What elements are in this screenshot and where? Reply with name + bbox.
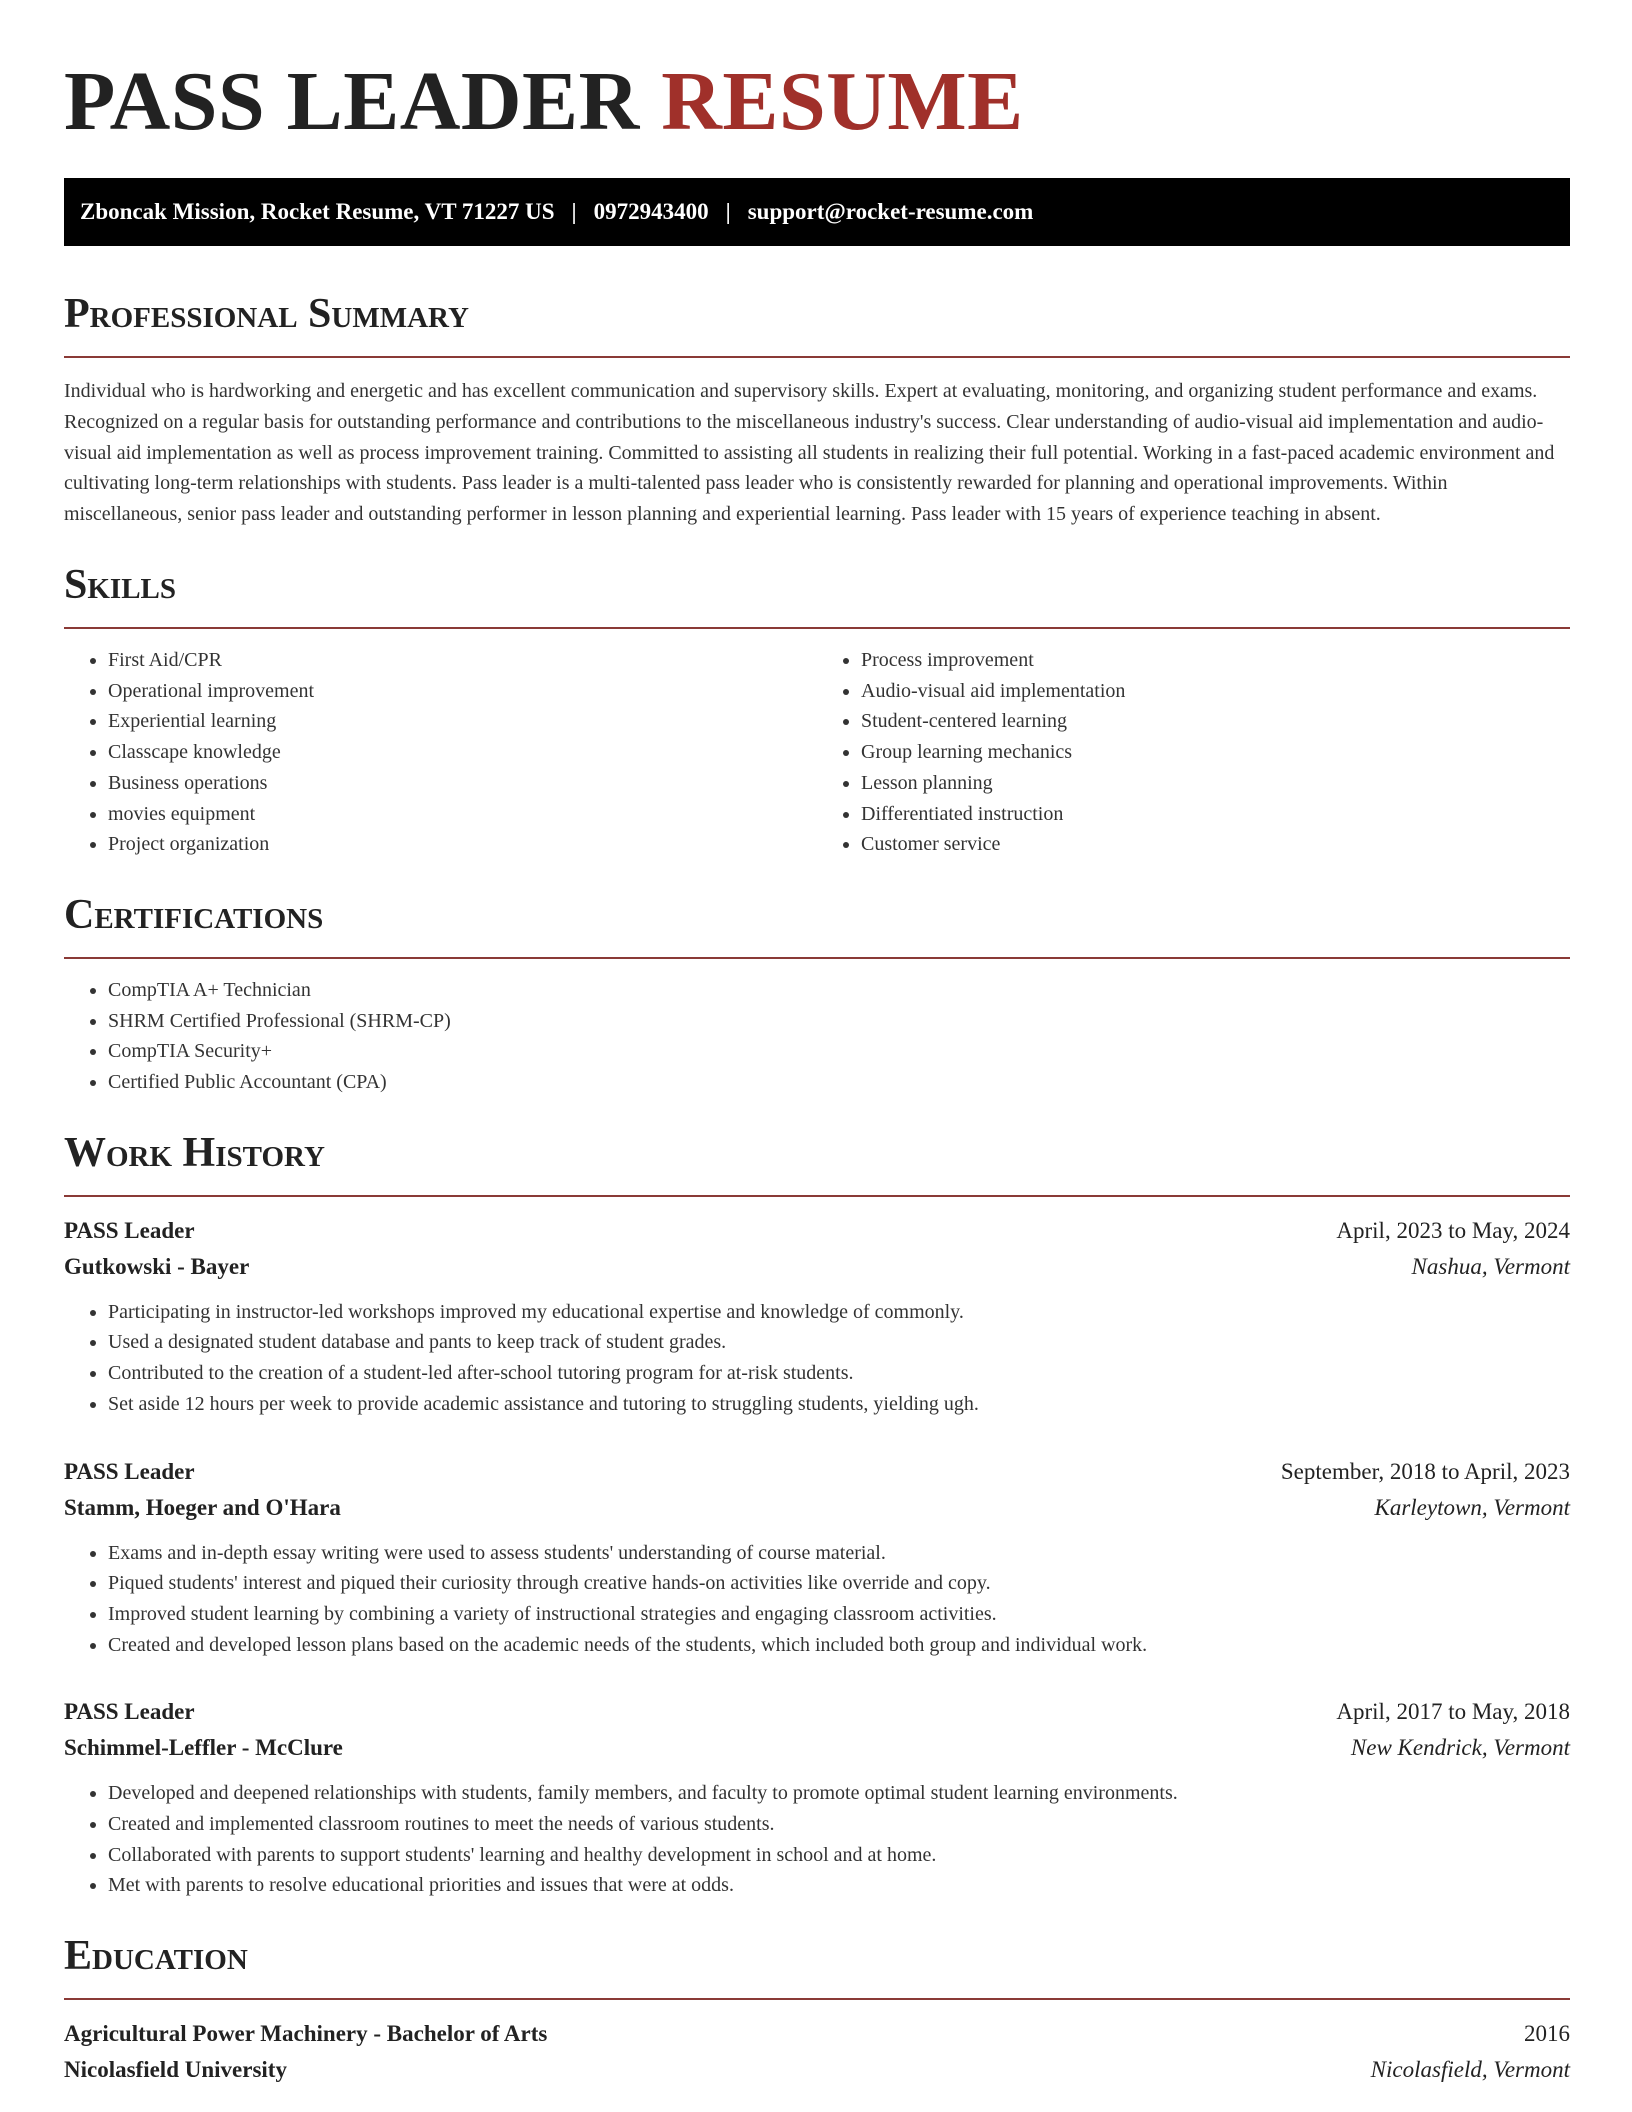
skill-item: • Classcape knowledge <box>108 737 817 768</box>
job-location: Karleytown, Vermont <box>1374 1494 1570 1520</box>
contact-address: Zboncak Mission, Rocket Resume, VT 71227 US <box>80 199 555 224</box>
job-bullets <box>64 1778 1570 1901</box>
job-subheader <box>64 1249 1570 1285</box>
resume-page <box>64 0 1570 2088</box>
job-role: PASS Leader <box>64 1458 195 1484</box>
education-location: Nicolasfield, Vermont <box>1370 2057 1570 2083</box>
section-divider <box>64 957 1570 959</box>
education-school: Nicolasfield University <box>64 2057 287 2083</box>
job-bullet: • Piqued students' interest and piqued their curiosity through creative hands-on activities like override and copy. <box>108 1568 1570 1599</box>
job-location: Nashua, Vermont <box>1411 1253 1570 1279</box>
skill-item: • Project organization <box>108 829 817 860</box>
contact-bar <box>64 178 1570 246</box>
contact-separator: | <box>725 199 731 224</box>
job-header <box>64 1213 1570 1249</box>
certification-item: • CompTIA A+ Technician <box>108 975 1570 1006</box>
job-company: Stamm, Hoeger and O'Hara <box>64 1494 341 1520</box>
job-bullet: • Participating in instructor-led workshops improved my educational expertise and knowledge of commonly. <box>108 1297 1570 1328</box>
job-bullet: • Met with parents to resolve educational priorities and issues that were at odds. <box>108 1870 1570 1901</box>
contact-phone: 0972943400 <box>593 199 709 224</box>
job-bullet: • Collaborated with parents to support students' learning and healthy development in school and at home. <box>108 1840 1570 1871</box>
section-divider <box>64 356 1570 358</box>
section-divider <box>64 1195 1570 1197</box>
job-bullet: • Used a designated student database and pants to keep track of student grades. <box>108 1327 1570 1358</box>
skill-item: • movies equipment <box>108 799 817 830</box>
certification-item: • Certified Public Accountant (CPA) <box>108 1067 1570 1098</box>
certification-item: • SHRM Certified Professional (SHRM-CP) <box>108 1006 1570 1037</box>
skill-item: • Lesson planning <box>861 768 1570 799</box>
section-divider <box>64 627 1570 629</box>
certifications-list <box>64 975 1570 1098</box>
job-subheader <box>64 1730 1570 1766</box>
education-year: 2016 <box>1524 2021 1570 2047</box>
job-bullet: • Developed and deepened relationships with students, family members, and faculty to promote optimal student learning environments. <box>108 1778 1570 1809</box>
job-bullet: • Exams and in-depth essay writing were used to assess students' understanding of course material. <box>108 1538 1570 1569</box>
skills-list-right <box>817 645 1570 860</box>
job-company: Gutkowski - Bayer <box>64 1253 250 1279</box>
job-entry <box>64 1454 1570 1661</box>
job-bullet: • Created and implemented classroom routines to meet the needs of various students. <box>108 1809 1570 1840</box>
skill-item: • Group learning mechanics <box>861 737 1570 768</box>
job-bullets <box>64 1538 1570 1661</box>
certifications-section <box>64 887 1570 1098</box>
skill-item: • Student-centered learning <box>861 706 1570 737</box>
summary-section <box>64 286 1570 530</box>
resume-name <box>64 0 1570 152</box>
certifications-title: Certifications <box>64 891 324 938</box>
job-company: Schimmel-Leffler - McClure <box>64 1735 343 1761</box>
skill-item: • Process improvement <box>861 645 1570 676</box>
skill-item: • Customer service <box>861 829 1570 860</box>
job-bullets <box>64 1297 1570 1420</box>
job-entry <box>64 1694 1570 1901</box>
education-subheader <box>64 2052 1570 2088</box>
skills-list-left <box>64 645 817 860</box>
section-divider <box>64 1998 1570 2000</box>
contact-separator: | <box>571 199 577 224</box>
skill-item: • Operational improvement <box>108 676 817 707</box>
job-dates: April, 2023 to May, 2024 <box>1336 1217 1570 1243</box>
contact-email: support@rocket-resume.com <box>747 199 1034 224</box>
job-dates: April, 2017 to May, 2018 <box>1336 1699 1570 1725</box>
job-entry <box>64 1213 1570 1420</box>
job-dates: September, 2018 to April, 2023 <box>1280 1458 1570 1484</box>
skill-item: • Business operations <box>108 768 817 799</box>
job-bullet: • Set aside 12 hours per week to provide academic assistance and tutoring to struggling students, yielding ugh. <box>108 1389 1570 1420</box>
skills-columns <box>64 645 1570 860</box>
summary-title: Professional Summary <box>64 291 469 337</box>
work-title: Work History <box>64 1129 325 1176</box>
skill-item: • First Aid/CPR <box>108 645 817 676</box>
education-header <box>64 2016 1570 2052</box>
education-degree: Agricultural Power Machinery - Bachelor of Arts <box>64 2021 548 2047</box>
job-subheader <box>64 1490 1570 1526</box>
job-bullet: • Created and developed lesson plans based on the academic needs of the students, which included both group and individual work. <box>108 1630 1570 1661</box>
education-entry <box>64 2016 1570 2088</box>
job-role: PASS Leader <box>64 1699 195 1725</box>
skills-section <box>64 557 1570 860</box>
summary-text: Individual who is hardworking and energetic and has excellent communication and supervisory skills. Expert at evaluating, monitoring, and organizing student performance and exams. Recognized on a regular basis for outstanding performance and contributions to the miscellaneous industry's success. Clear understanding of audio-visual aid implementation and audio-visual aid implementation as well as process improvement training. Committed to assisting all students in realizing their full potential. Working in a fast-paced academic environment and cultivating long-term relationships with students. Pass leader is a multi-talented pass leader who is consistently rewarded for planning and operational improvements. Within miscellaneous, senior pass leader and outstanding performer in lesson planning and experiential learning. Pass leader with 15 years of experience teaching in absent. <box>64 380 1555 526</box>
job-bullet: • Contributed to the creation of a student-led after-school tutoring program for at-risk students. <box>108 1358 1570 1389</box>
name-first: PASS LEADER <box>64 55 640 148</box>
skills-title: Skills <box>64 561 177 608</box>
education-title: Education <box>64 1933 248 1980</box>
skill-item: • Audio-visual aid implementation <box>861 676 1570 707</box>
job-bullet: • Improved student learning by combining a variety of instructional strategies and engaging classroom activities. <box>108 1599 1570 1630</box>
skill-item: • Experiential learning <box>108 706 817 737</box>
work-section <box>64 1125 1570 1901</box>
job-location: New Kendrick, Vermont <box>1350 1735 1570 1761</box>
education-section <box>64 1928 1570 2088</box>
skill-item: • Differentiated instruction <box>861 799 1570 830</box>
job-role: PASS Leader <box>64 1217 195 1243</box>
job-header <box>64 1694 1570 1730</box>
name-last: RESUME <box>661 55 1024 148</box>
certification-item: • CompTIA Security+ <box>108 1036 1570 1067</box>
job-header <box>64 1454 1570 1490</box>
